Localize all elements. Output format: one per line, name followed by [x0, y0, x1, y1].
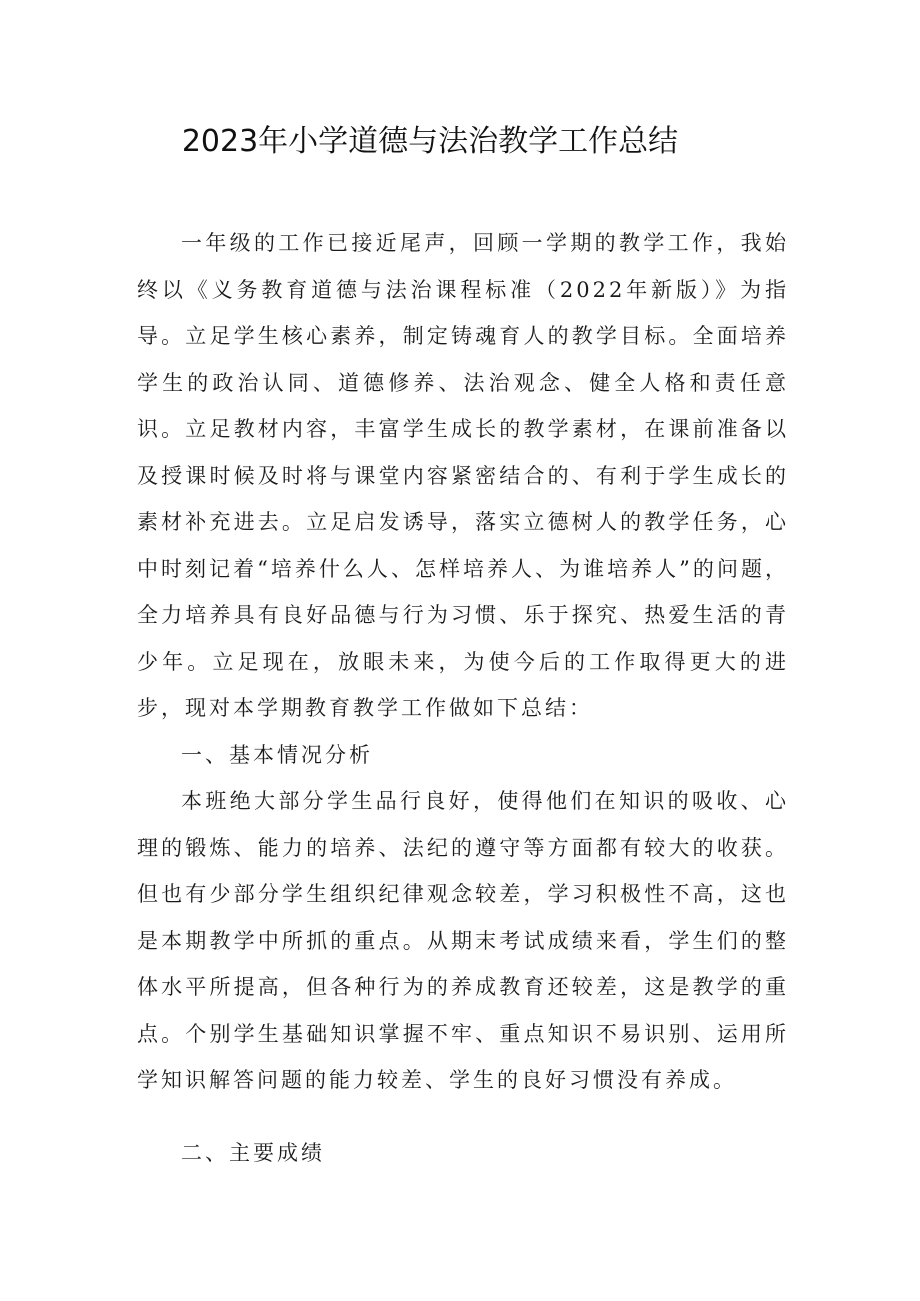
- document-title: 2023年小学道德与法治教学工作总结: [181, 124, 679, 159]
- document-body: [137, 220, 789, 1176]
- section-heading-main-achievements: 二、主要成绩: [181, 1140, 325, 1165]
- section-heading-basic-situation: 一、基本情况分析: [181, 742, 373, 767]
- intro-paragraph: 一年级的工作已接近尾声，回顾一学期的教学工作，我始终以《义务教育道德与法治课程标准（2022年新版）》为指导。立足学生核心素养，制定铸魂育人的教学目标。全面培养学生的政治认同、道德修养、法治观念、健全人格和责任意识。立足教材内容，丰富学生成长的教学素材，在课前准备以及授课时候及时将与课堂内容紧密结合的、有利于学生成长的素材补充进去。立足启发诱导，落实立德树人的教学任务，心中时刻记着“培养什么人、怎样培养人、为谁培养人”的问题，全力培养具有良好品德与行为习惯、乐于探究、热爱生活的青少年。立足现在，放眼未来，为使今后的工作取得更大的进步，现对本学期教育教学工作做如下总结：: [137, 231, 789, 720]
- basic-situation-paragraph: 本班绝大部分学生品行良好，使得他们在知识的吸收、心理的锻炼、能力的培养、法纪的遵守等方面都有较大的收获。但也有少部分学生组织纪律观念较差，学习积极性不高，这也是本期教学中所抓的重点。从期末考试成绩来看，学生们的整体水平所提高，但各种行为的养成教育还较差，这是教学的重点。个别学生基础知识掌握不牢、重点知识不易识别、运用所学知识解答问题的能力较差、学生的良好习惯没有养成。: [137, 789, 789, 1092]
